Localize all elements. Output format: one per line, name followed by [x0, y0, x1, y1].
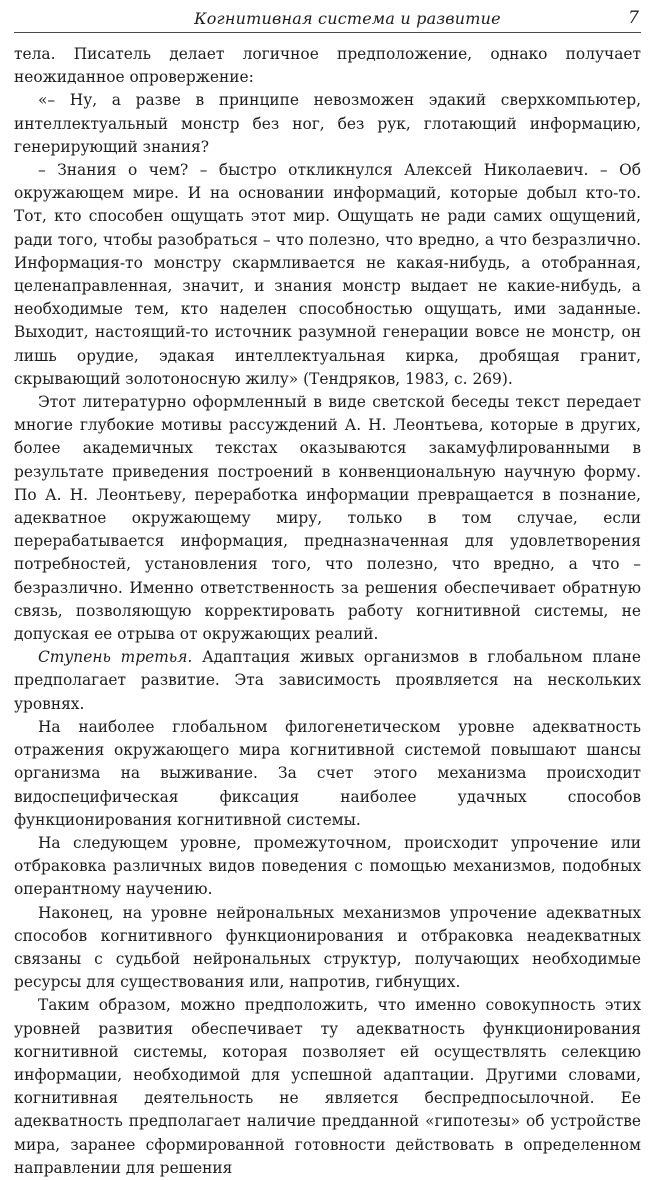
running-header — [14, 6, 641, 33]
step-three-heading: Ступень третья. — [38, 648, 193, 667]
running-title: Когнитивная система и развитие — [194, 9, 501, 28]
quote-answer: – Знания о чем? – быстро откликнулся Алексей Николаевич. – Об окружающем мире. И на основании информаций, которые добыл кто-то. Тот, кто способен ощущать этот мир. Ощущать не ради самих ощущений, ради того, чтобы разобраться – что полезно, что вредно, а что безразлично. Информация-то монстру скармливается не какая-нибудь, а отобранная, целенаправленная, значит, и знания монстр выдает не какие-нибудь, а необходимые тем, кто наделен способностью ощущать, ими заданные. Выходит, настоящий-то источник разумной генерации вовсе не монстр, он лишь орудие, эдакая интеллектуальная кирка, дробящая гранит, скрывающий золотоносную жилу» (Тендряков, 1983, с. 269). — [14, 161, 641, 388]
paragraph-leontiev: Этот литературно оформленный в виде светской беседы текст передает многие глубокие мотивы рассуждений А. Н. Леонтьева, которые в других, более академичных текстах оказываются закамуфлированными в результате приведения построений в конвенциональную научную форму. По А. Н. Леонтьеву, переработка информации превращается в познание, адекватное окружающему миру, только в том случае, если перерабатывается информация, предназначенная для удовлетворения потребностей, установления того, что полезно, что вредно, а что – безразлично. Именно ответственность за решения обеспечивает обратную связь, позволяющую корректировать работу когнитивной системы, не допуская ее отрыва от окружающих реалий. — [14, 393, 641, 644]
body-text — [14, 43, 641, 1180]
step-three-text: Адаптация живых организмов в глобальном плане предполагает развитие. Эта зависимость проявляется на нескольких уровнях. — [14, 648, 641, 713]
paragraph-continuation: тела. Писатель делает логичное предположение, однако получает неожиданное опровержение: — [14, 45, 641, 87]
paragraph-phylogenetic-level: На наиболее глобальном филогенетическом уровне адекватность отражения окружающего мира когнитивной системой повышают шансы организма на выживание. За счет этого механизма происходит видоспецифическая фиксация наиболее удачных способов функционирования когнитивной системы. — [14, 717, 641, 829]
quote-question: «– Ну, а разве в принципе невозможен эдакий сверхкомпьютер, интеллектуальный монстр без ног, без рук, глотающий информацию, генерирующий знания? — [14, 91, 641, 156]
paragraph-intermediate-level: На следующем уровне, промежуточном, происходит упрочение или отбраковка различных видов поведения с помощью механизмов, подобных оперантному научению. — [14, 833, 641, 899]
page-number: 7 — [628, 8, 639, 28]
paragraph-step-three — [14, 646, 641, 716]
paragraph-neuronal-level: Наконец, на уровне нейрональных механизмов упрочение адекватных способов когнитивного функционирования и отбраковка неадекватных связаны с судьбой нейрональных структур, получающих необходимые ресурсы для существования или, напротив, гибнущих. — [14, 903, 641, 992]
paragraph-conclusion: Таким образом, можно предположить, что именно совокупность этих уровней развития обеспечивает ту адекватность функционирования когнитивной системы, которая позволяет ей осуществлять селекцию информации, необходимой для успешной адаптации. Другими словами, когнитивная деятельность не является беспредпосылочной. Ее адекватность предполагает наличие предданной «гипотезы» об устройстве мира, заранее сформированной готовности действовать в определенном направлении для решения — [14, 996, 641, 1177]
